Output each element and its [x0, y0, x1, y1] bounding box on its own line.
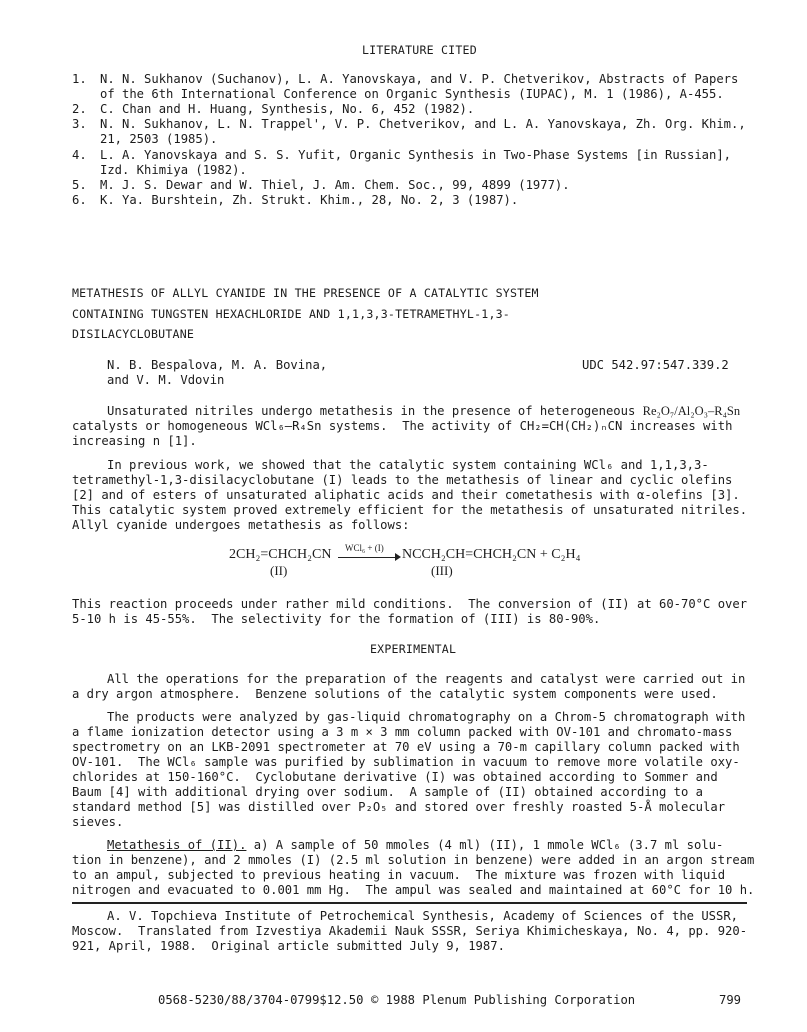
footnote-line: 921, April, 1988. Original article submitted July 9, 1987. — [72, 939, 505, 953]
equation-label-product: (III) — [431, 563, 453, 578]
ref-number: 3. — [72, 117, 87, 131]
ref-number: 2. — [72, 102, 87, 116]
article-authors: N. B. Bespalova, M. A. Bovina, — [107, 358, 328, 372]
equation-arrow-label: WCl₆ + (I) — [345, 543, 384, 553]
catalyst-formula: Re₂O₇/Al₂O₃–R₄Sn — [642, 404, 741, 418]
reaction-arrow-line — [338, 557, 398, 558]
body-line: tion in benzene), and 2 mmoles (I) (2.5 ml solution in benzene) were added in an argon stream — [72, 853, 755, 867]
ref-line: Izd. Khimiya (1982). — [100, 163, 247, 177]
subsection-heading: Metathesis of (II). — [107, 838, 247, 852]
body-line: spectrometry on an LKB-2091 spectrometer at 70 eV using a 70-m capillary column packed with — [72, 740, 740, 754]
footer-copyright: © 1988 Plenum Publishing Corporation — [371, 993, 636, 1007]
literature-heading: LITERATURE CITED — [362, 43, 477, 57]
page-number: 799 — [719, 993, 742, 1007]
body-line: sieves. — [72, 815, 124, 829]
udc-code: UDC 542.97:547.339.2 — [582, 358, 729, 372]
body-line: nitrogen and evacuated to 0.001 mm Hg. The ampul was sealed and maintained at 60°C for 10 h. — [72, 883, 755, 897]
equation-label-reactant: (II) — [270, 563, 288, 578]
equation-product: NCCH₂CH=CHCH₂CN + C₂H₄ — [402, 547, 581, 562]
article-authors: and V. M. Vdovin — [107, 373, 225, 387]
body-line: All the operations for the preparation of the reagents and catalyst were carried out in — [107, 672, 746, 686]
body-line: chlorides at 150-160°C. Cyclobutane derivative (I) was obtained according to Sommer and — [72, 770, 718, 784]
article-title-line: DISILACYCLOBUTANE — [72, 327, 195, 341]
intro-paragraph-line — [72, 419, 732, 434]
intro-paragraph-line: This catalytic system proved extremely efficient for the metathesis of unsaturated nitriles. — [72, 503, 748, 517]
ref-line: N. N. Sukhanov, L. N. Trappel', V. P. Chetverikov, and L. A. Yanovskaya, Zh. Org. Khim., — [100, 117, 746, 131]
catalyst-formula: WCl₆–R₄Sn — [255, 419, 322, 433]
ref-number: 6. — [72, 193, 87, 207]
body-line: 5-10 h is 45-55%. The selectivity for the formation of (III) is 80-90%. — [72, 612, 601, 626]
body-line: a flame ionization detector using a 3 m × 3 mm column packed with OV-101 and chromato-mass — [72, 725, 733, 739]
intro-paragraph-line: increasing n [1]. — [72, 434, 197, 448]
experimental-heading: EXPERIMENTAL — [370, 642, 457, 656]
ref-number: 1. — [72, 72, 87, 86]
ref-line: M. J. S. Dewar and W. Thiel, J. Am. Chem. Soc., 99, 4899 (1977). — [100, 178, 570, 192]
intro-paragraph-line: Allyl cyanide undergoes metathesis as follows: — [72, 518, 410, 532]
body-line: OV-101. The WCl₆ sample was purified by sublimation in vacuum to remove more volatile oxy- — [72, 755, 740, 769]
text-span: Unsaturated nitriles undergo metathesis in the presence of heterogeneous — [107, 404, 643, 418]
arrow-head-icon — [395, 553, 401, 561]
ref-line: L. A. Yanovskaya and S. S. Yufit, Organic Synthesis in Two-Phase Systems [in Russian], — [100, 148, 732, 162]
nitrile-formula: CH₂=CH(CH₂)ₙCN — [519, 419, 623, 433]
body-line: This reaction proceeds under rather mild conditions. The conversion of (II) at 60-70°C over — [72, 597, 748, 611]
intro-paragraph-line: In previous work, we showed that the catalytic system containing WCl₆ and 1,1,3,3- — [107, 458, 709, 472]
footnote-line: A. V. Topchieva Institute of Petrochemical Synthesis, Academy of Sciences of the USSR, — [107, 909, 739, 923]
body-line: to an ampul, subjected to previous heating in vacuum. The mixture was frozen with liquid — [72, 868, 726, 882]
article-title-line: METATHESIS OF ALLYL CYANIDE IN THE PRESENCE OF A CATALYTIC SYSTEM — [72, 286, 539, 300]
text-span: catalysts or homogeneous — [72, 419, 256, 433]
ref-number: 4. — [72, 148, 87, 162]
ref-line: 21, 2503 (1985). — [100, 132, 218, 146]
body-line: a dry argon atmosphere. Benzene solutions of the catalytic system components were used. — [72, 687, 718, 701]
article-title-line: CONTAINING TUNGSTEN HEXACHLORIDE AND 1,1,3,3-TETRAMETHYL-1,3- — [72, 307, 510, 321]
ref-line: N. N. Sukhanov (Suchanov), L. A. Yanovskaya, and V. P. Chetverikov, Abstracts of Papers — [100, 72, 739, 86]
intro-paragraph-line — [107, 404, 740, 419]
text-span: systems. The activity of — [321, 419, 520, 433]
intro-paragraph-line: [2] and of esters of unsaturated aliphatic acids and their cometathesis with α-olefins [3]. — [72, 488, 740, 502]
ref-number: 5. — [72, 178, 87, 192]
body-line: Baum [4] with additional drying over sodium. A sample of (II) obtained according to a — [72, 785, 704, 799]
equation-reactant: 2CH₂=CHCH₂CN — [229, 547, 332, 562]
text-span: a) A sample of 50 mmoles (4 ml) (II), 1 mmole WCl₆ (3.7 ml solu- — [246, 838, 724, 852]
footnote-line: Moscow. Translated from Izvestiya Akademii Nauk SSSR, Seriya Khimicheskaya, No. 4, pp. 920- — [72, 924, 748, 938]
ref-line: C. Chan and H. Huang, Synthesis, No. 6, 452 (1982). — [100, 102, 475, 116]
ref-line: K. Ya. Burshtein, Zh. Strukt. Khim., 28, No. 2, 3 (1987). — [100, 193, 519, 207]
footnote-rule — [72, 902, 747, 904]
body-line: standard method [5] was distilled over P₂O₅ and stored over freshly roasted 5-Å molecular — [72, 800, 726, 814]
footer-code: 0568-5230/88/3704-0799$12.50 — [158, 993, 364, 1007]
intro-paragraph-line: tetramethyl-1,3-disilacyclobutane (I) leads to the metathesis of linear and cyclic olefins — [72, 473, 733, 487]
body-line: The products were analyzed by gas-liquid chromatography on a Chrom-5 chromatograph with — [107, 710, 746, 724]
ref-line: of the 6th International Conference on Organic Synthesis (IUPAC), M. 1 (1986), A-455. — [100, 87, 724, 101]
text-span: increases with — [622, 419, 733, 433]
body-line — [107, 838, 723, 853]
